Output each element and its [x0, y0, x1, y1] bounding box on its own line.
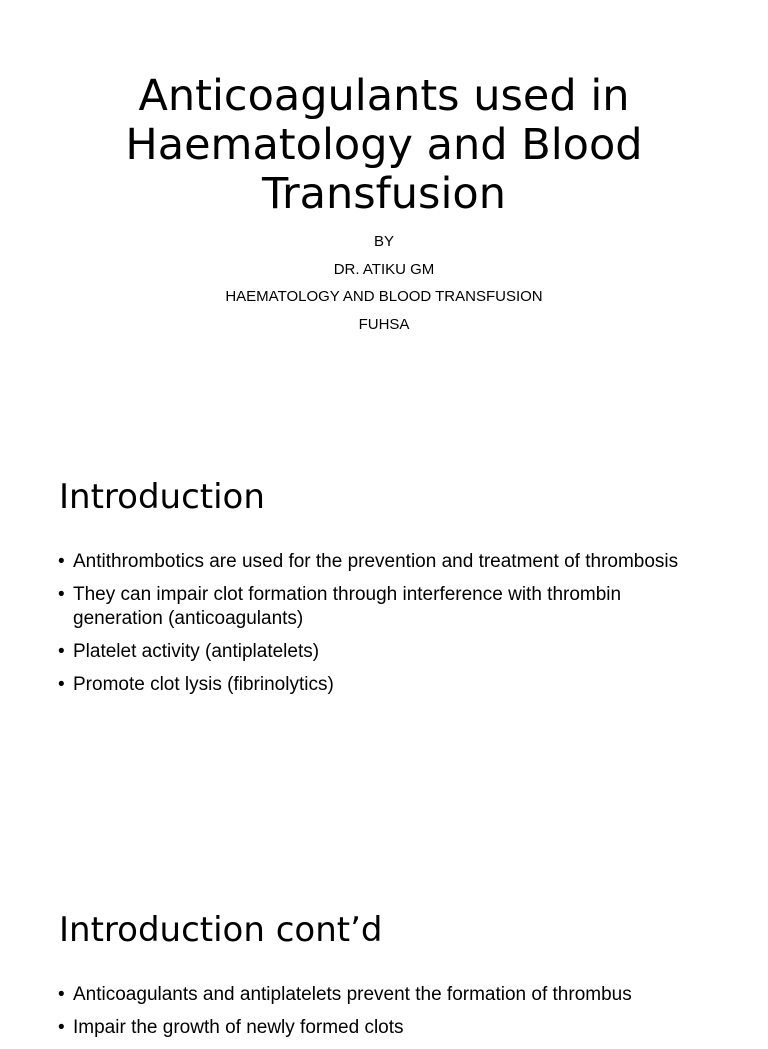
- bullet-text: Antithrombotics are used for the prevention and treatment of thrombosis: [73, 551, 679, 572]
- bullet-text: Promote clot lysis (fibrinolytics): [73, 674, 334, 695]
- bullet-icon: •: [58, 641, 65, 662]
- section-title: Introduction: [59, 477, 265, 517]
- bullet-text: Anticoagulants and antiplatelets prevent the formation of thrombus: [73, 984, 632, 1005]
- bullet-icon: •: [58, 551, 65, 572]
- bullet-text: They can impair clot formation through interference with thrombin generation (anticoagulants): [73, 584, 622, 629]
- subtitle-institution: FUHSA: [358, 315, 410, 333]
- author-block: [40, 228, 728, 338]
- list-item: [58, 673, 708, 697]
- slide-title: [0, 0, 768, 434]
- bullet-list: [58, 550, 708, 706]
- subtitle-department: HAEMATOLOGY AND BLOOD TRANSFUSION: [225, 288, 543, 305]
- bullet-list: [58, 983, 708, 1049]
- bullet-text: Impair the growth of newly formed clots: [73, 1017, 404, 1038]
- presentation-title: Anticoagulants used in Haematology and Blood Transfusion: [125, 71, 643, 219]
- list-item: [58, 583, 708, 631]
- slide-introduction-contd: [0, 868, 768, 1038]
- bullet-icon: •: [58, 984, 65, 1005]
- section-title: Introduction cont’d: [59, 910, 383, 950]
- list-item: [58, 640, 708, 664]
- subtitle-by: BY: [373, 233, 394, 250]
- bullet-text: Platelet activity (antiplatelets): [73, 641, 320, 662]
- bullet-icon: •: [58, 584, 65, 605]
- list-item: [58, 1016, 708, 1040]
- list-item: [58, 983, 708, 1007]
- bullet-icon: •: [58, 674, 65, 695]
- list-item: [58, 550, 708, 574]
- subtitle-author: DR. ATIKU GM: [333, 260, 435, 278]
- bullet-icon: •: [58, 1017, 65, 1038]
- slide-introduction: [0, 434, 768, 868]
